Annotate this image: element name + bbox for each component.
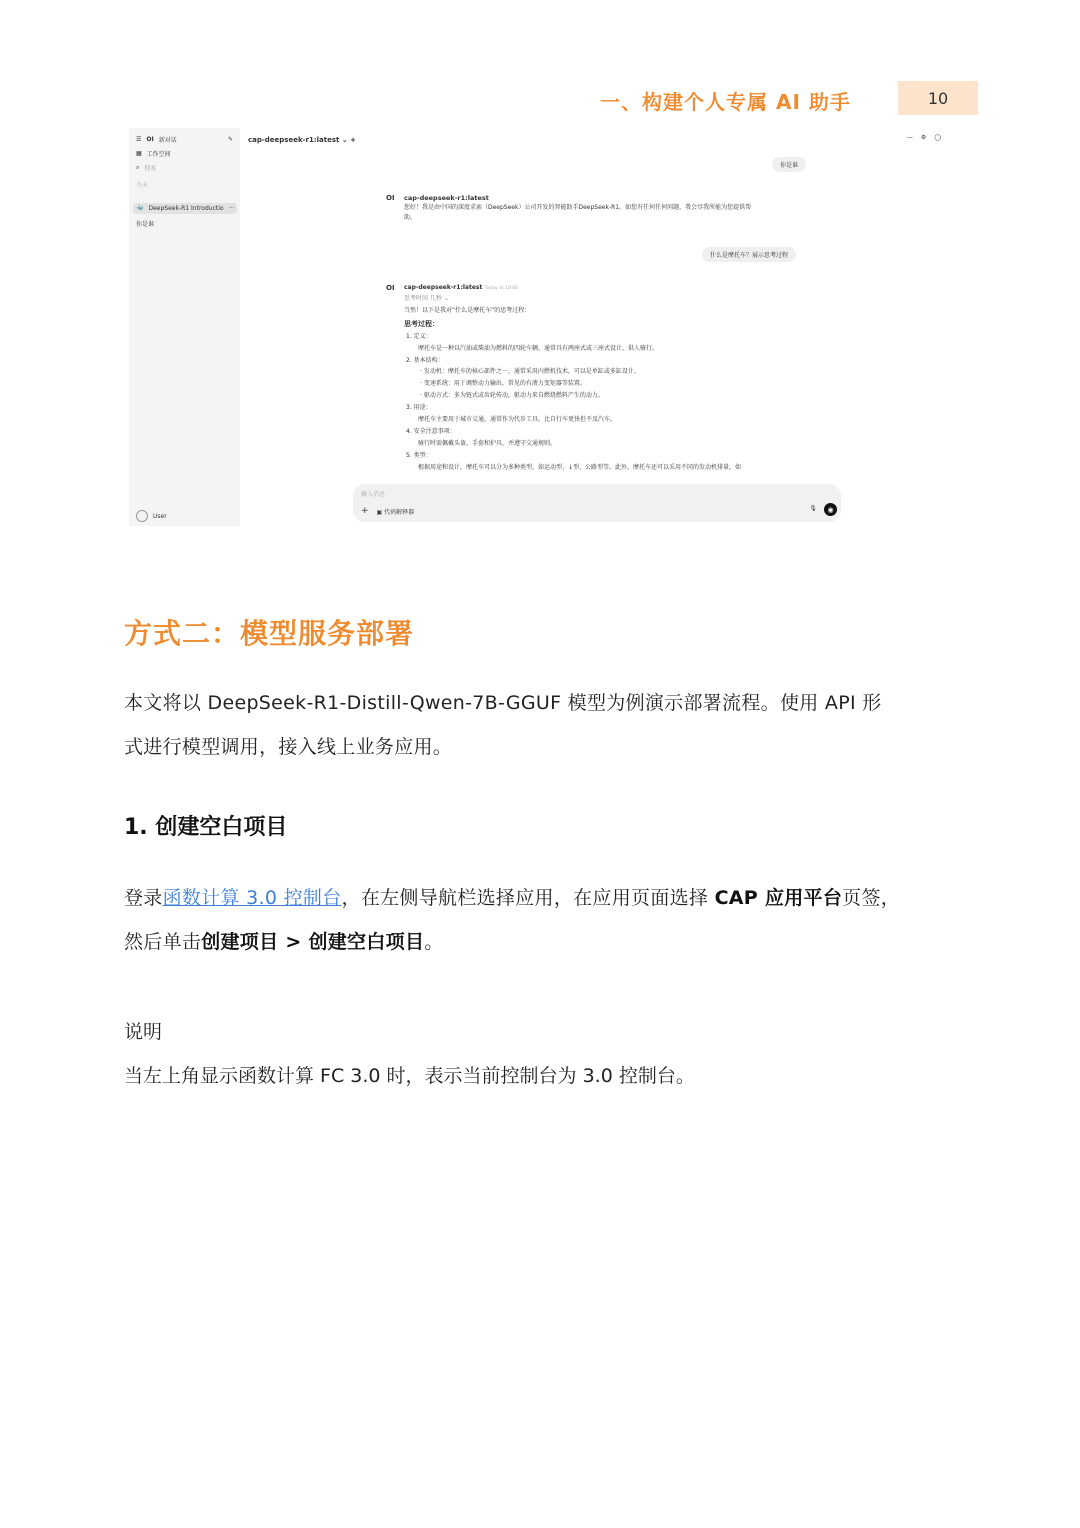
chat-item-label: DeepSeek-R1 Introductio: [148, 205, 224, 212]
user-message: 你是谁: [772, 157, 806, 172]
assistant-badge: OI: [386, 194, 395, 202]
assistant-line: 您好！我是由中国的深度求索（DeepSeek）公司开发的智能助手DeepSeek-R1。如您有任何任何问题，我会尽我所能为您提供帮: [404, 204, 752, 211]
code-interpreter-button[interactable]: ▣ 代码解释器: [376, 508, 415, 516]
thinking-toggle[interactable]: 思考时间 几秒 ⌄: [404, 295, 449, 302]
assistant-name: [404, 283, 518, 291]
assistant-badge: OI: [386, 284, 395, 292]
thinking-heading: 思考过程：: [404, 319, 439, 328]
search-label: 搜索: [144, 165, 157, 172]
thinking-line: 1. 定义：: [406, 332, 432, 340]
date-group-label: 今天: [136, 182, 149, 189]
chat-icon: 🐳: [136, 205, 144, 212]
message-time: Today at 10:00: [484, 286, 518, 291]
sidebar-item-search[interactable]: [136, 163, 156, 172]
sidebar-chat-item[interactable]: [136, 219, 154, 228]
input-tools: [361, 506, 414, 516]
thinking-line: 2. 基本结构：: [406, 356, 444, 364]
sidebar-date-group: [136, 180, 148, 189]
sidebar-item-workspace[interactable]: [136, 149, 171, 158]
logo-icon: OI: [146, 136, 154, 143]
thinking-line: · 变速系统：用于调整动力输出，常见的有液力变矩器等装置。: [420, 380, 586, 388]
thinking-line: 根据用途和设计，摩托车可以分为多种类型，如运动型、↓型、公路型等。此外，摩托车还可以采用不同的发动机排量，如: [418, 463, 742, 471]
thinking-line: 摩托车主要用于城市交通，通常作为代步工具，比自行车更快但不及汽车。: [418, 416, 617, 424]
profile-icon[interactable]: ◯: [934, 134, 941, 141]
sidebar: [129, 128, 240, 526]
fc-console-link[interactable]: 函数计算 3.0 控制台: [162, 887, 342, 909]
message-input[interactable]: [353, 484, 841, 522]
voice-mode-icon[interactable]: ◉: [824, 503, 837, 516]
model-selector[interactable]: cap-deepseek-r1:latest ⌄ +: [248, 136, 356, 144]
intro-paragraph: [124, 681, 882, 769]
thinking-line: 摩托车是一种以汽油或柴油为燃料的四轮车辆，通常具有两座式或三座式设计，供人骑行。: [418, 344, 659, 352]
user-message: 什么是摩托车？展示思考过程: [702, 247, 796, 262]
assistant-message: [404, 203, 804, 223]
step-line: [124, 920, 900, 964]
assistant-name-text: cap-deepseek-r1:latest: [404, 284, 483, 291]
code-interpreter-label: 代码解释器: [384, 508, 415, 516]
sidebar-user[interactable]: [136, 510, 167, 522]
search-icon: ⌕: [136, 163, 140, 171]
sidebar-chat-item[interactable]: [136, 205, 234, 212]
chat-main: [240, 128, 949, 526]
intro-line: 本文将以 DeepSeek-R1-Distill-Qwen-7B-GGUF 模型为例演示部署流程。使用 API 形: [124, 692, 882, 714]
avatar: [136, 510, 148, 522]
mic-icon[interactable]: 🎙: [809, 505, 817, 512]
step-text: 页签，: [842, 887, 901, 909]
create-project-path: 创建项目 > 创建空白项目: [201, 931, 425, 953]
plus-icon[interactable]: +: [361, 506, 369, 516]
step-text: ，在左侧导航栏选择应用，在应用页面选择: [341, 887, 715, 909]
step-text: 然后单击: [124, 931, 202, 953]
intro-line: 式进行模型调用，接入线上业务应用。: [124, 736, 453, 758]
more-icon[interactable]: ···: [228, 205, 235, 212]
cap-tab-label: CAP 应用平台: [714, 887, 843, 909]
note-text: 当左上角显示函数计算 FC 3.0 时，表示当前控制台为 3.0 控制台。: [124, 1065, 695, 1087]
assistant-line: 助。: [404, 214, 417, 221]
embedded-screenshot: [129, 128, 949, 526]
thinking-line: 5. 类型：: [406, 451, 432, 459]
header-section-title: 一、构建个人专属 AI 助手: [600, 90, 851, 114]
topbar-icons: [907, 134, 941, 141]
step-text: 登录: [124, 887, 163, 909]
chat-item-label: 你是谁: [136, 221, 155, 228]
section-title: 方式二：模型服务部署: [124, 617, 415, 650]
grid-icon: ▦: [136, 150, 142, 157]
settings-icon[interactable]: ⚙: [920, 134, 927, 141]
edit-icon[interactable]: ✎: [228, 136, 234, 143]
new-chat-label: 新对话: [158, 137, 177, 144]
thinking-intro: 当然！以下是我对“什么是摩托车”的思考过程：: [404, 306, 531, 314]
thinking-line: · 发动机：摩托车的核心部件之一，通常采用内燃机技术，可以是单缸或多缸设计。: [420, 368, 640, 376]
step-text: 。: [424, 931, 444, 953]
assistant-name: cap-deepseek-r1:latest: [404, 194, 489, 202]
thinking-line: 骑行时需佩戴头盔、手套和护具，并遵守交通规则。: [418, 439, 557, 447]
note-title: 说明: [124, 1021, 163, 1043]
thinking-line: 4. 安全注意事项：: [406, 427, 456, 435]
user-label: User: [153, 512, 167, 520]
menu-icon[interactable]: ☰: [136, 136, 142, 143]
input-placeholder: 输入消息: [361, 491, 386, 498]
step-title: 1. 创建空白项目: [124, 815, 288, 840]
thinking-line: 3. 用途：: [406, 404, 432, 412]
sidebar-new-chat[interactable]: [136, 135, 234, 144]
minus-icon[interactable]: —: [906, 134, 913, 141]
workspace-label: 工作空间: [146, 151, 171, 158]
step-line: [124, 876, 900, 920]
thinking-line: · 驱动方式：多为链式或齿轮传动，驱动力来自燃烧燃料产生的动力。: [420, 392, 604, 400]
step-paragraph: [124, 876, 900, 964]
assistant-thinking: [404, 293, 741, 474]
page-number: 10: [898, 81, 978, 115]
